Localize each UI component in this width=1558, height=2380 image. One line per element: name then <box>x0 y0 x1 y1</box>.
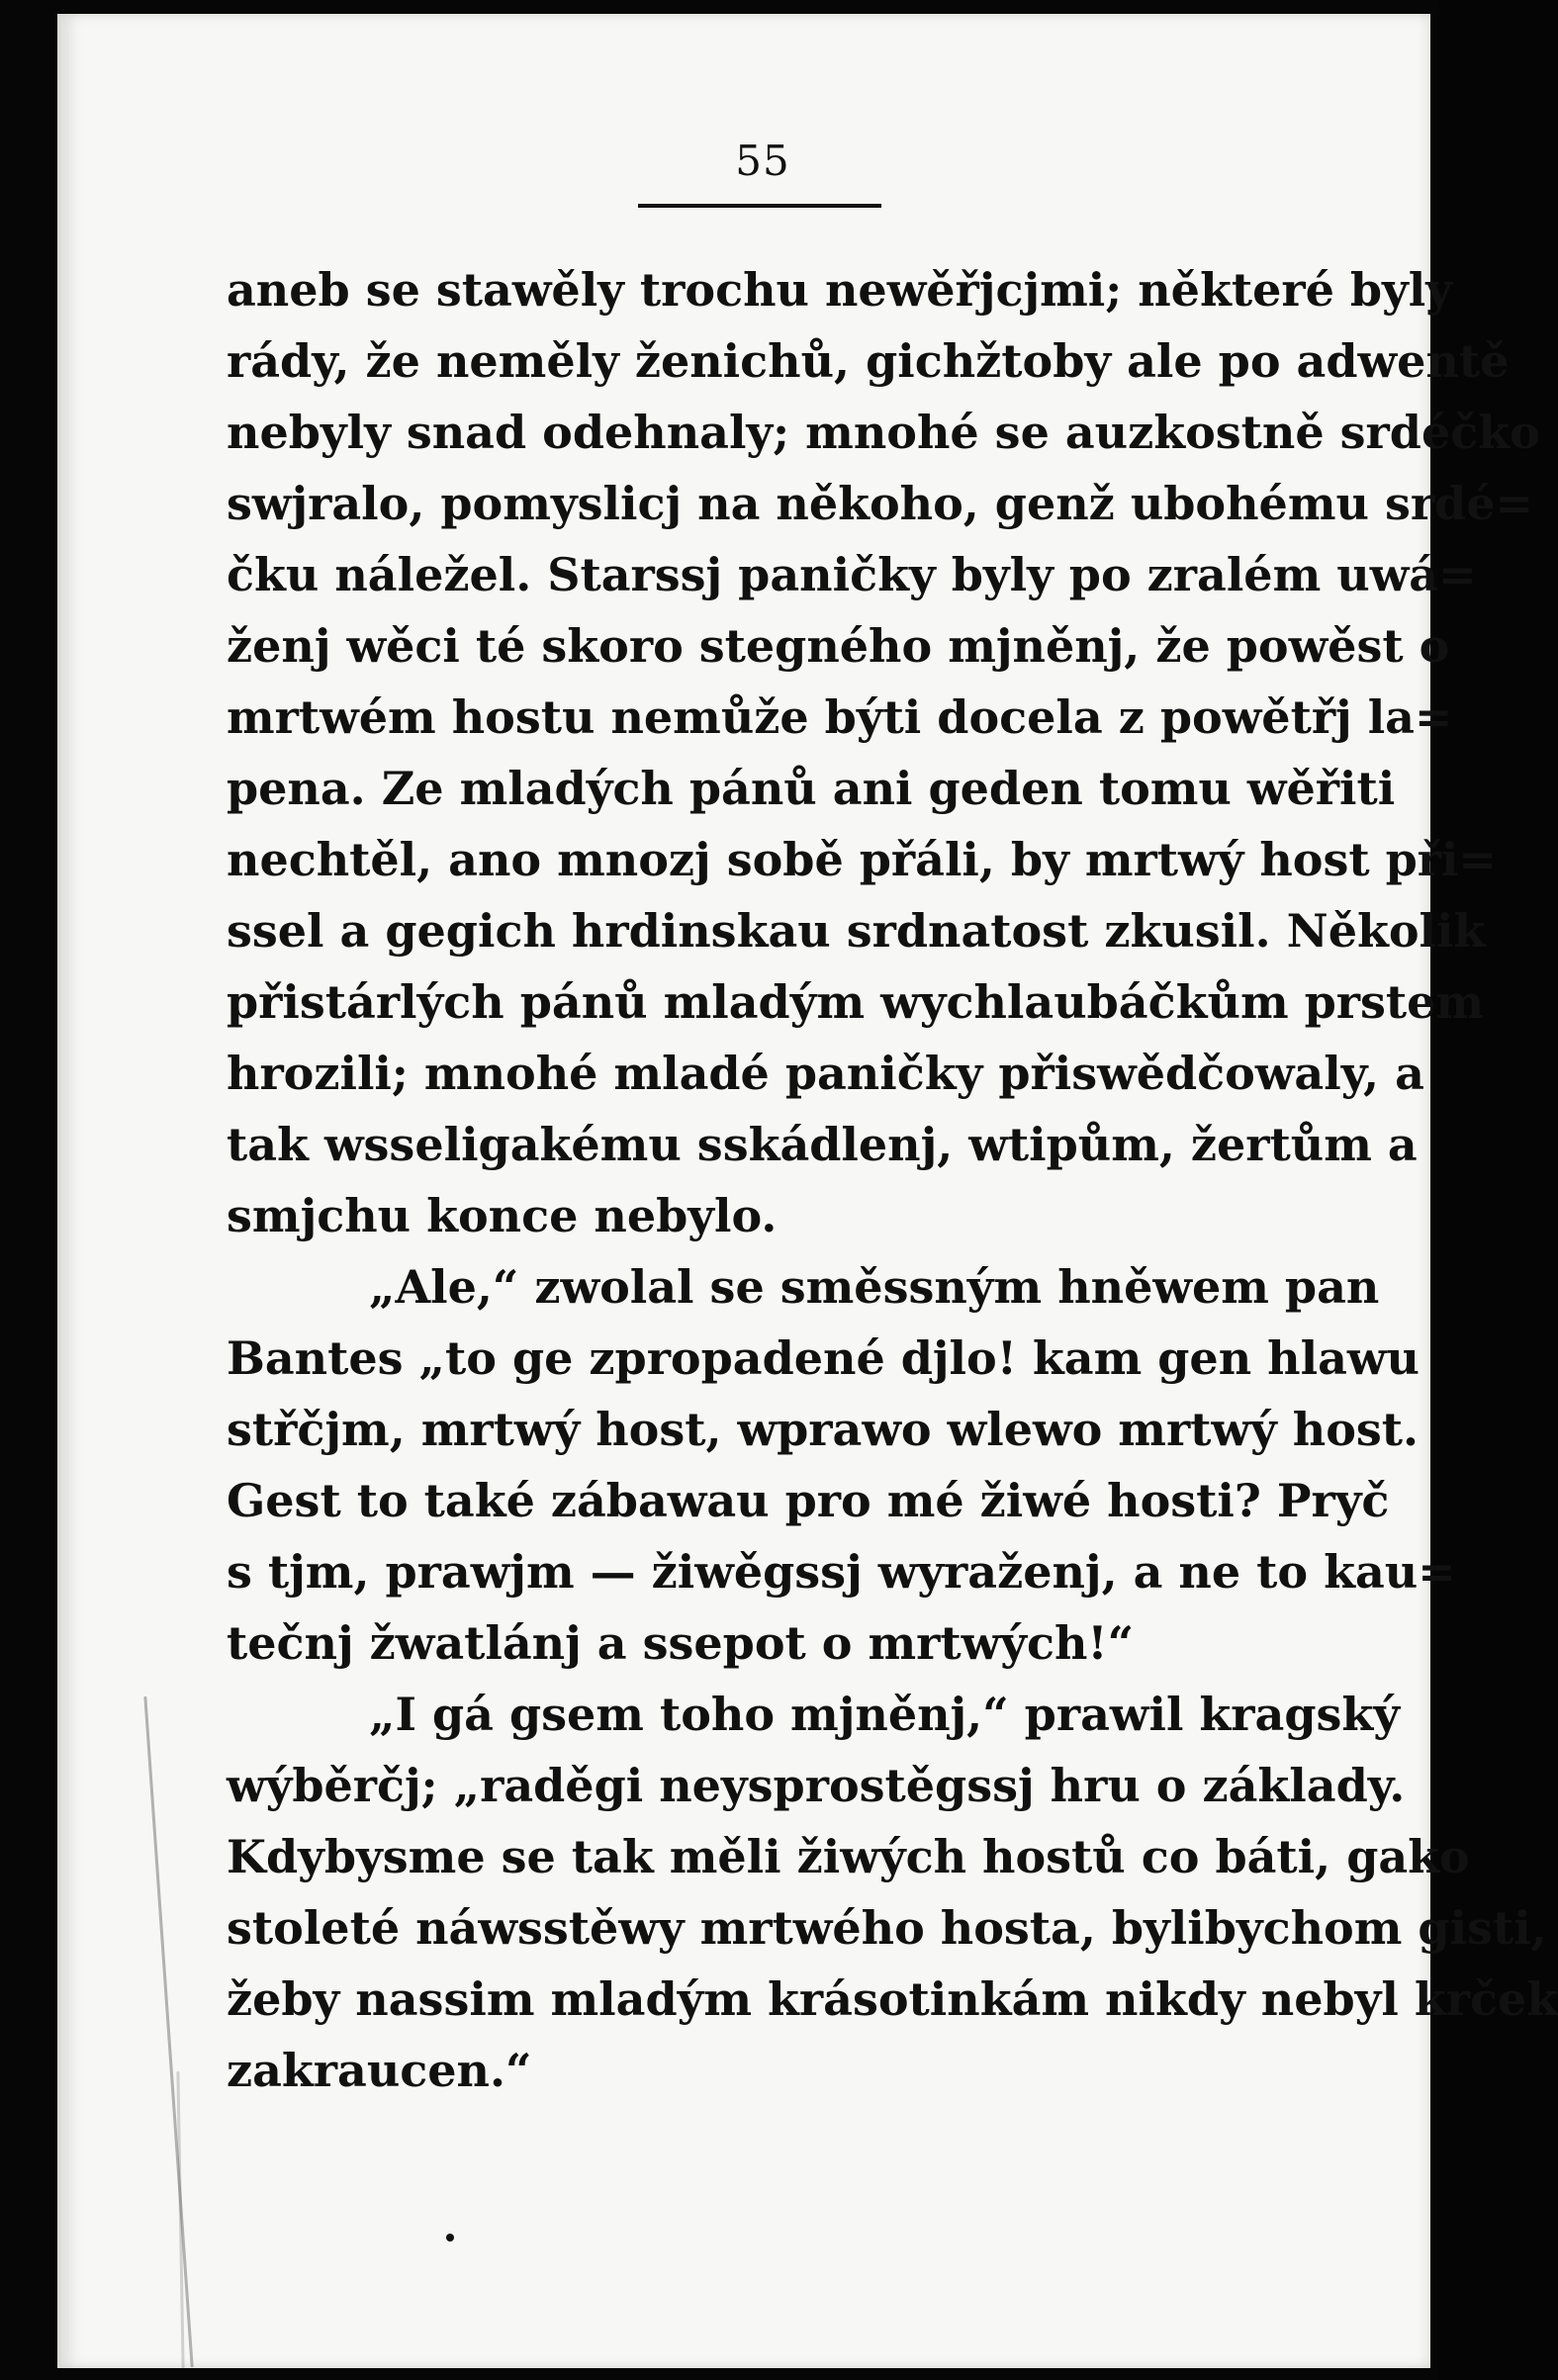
text-line-22: wýběrčj; „raděgi neysprostěgssj hru o základy. <box>227 1759 1406 1812</box>
text-line-25: žeby nassim mladým krásotinkám nikdy nebyl krček <box>227 1972 1558 2026</box>
book-page <box>57 14 1558 2368</box>
scan-scratch <box>176 2071 184 2368</box>
text-line-13: tak wsseligakému sskádlenj, wtipům, žertům a <box>227 1118 1418 1171</box>
text-line-15: „Ale,“ zwolal se směssným hněwem pan <box>369 1260 1380 1314</box>
text-line-7: mrtwém hostu nemůže býti docela z powětřj la= <box>227 690 1453 744</box>
text-line-2: rády, že neměly ženichů, gichžtoby ale po adwentě <box>227 334 1510 388</box>
page-number: 55 <box>735 137 790 185</box>
text-line-6: ženj wěci té skoro stegného mjněnj, že powěst o <box>227 619 1450 673</box>
text-line-21: „I gá gsem toho mjněnj,“ prawil kragský <box>369 1688 1401 1741</box>
text-line-20: tečnj žwatlánj a ssepot o mrtwých!“ <box>227 1616 1135 1670</box>
text-line-24: stoleté náwsstěwy mrtwého hosta, bylibychom gisti, <box>227 1901 1547 1955</box>
ink-speck <box>446 2234 454 2242</box>
text-line-19: s tjm, prawjm — žiwěgssj wyraženj, a ne to kau= <box>227 1545 1456 1599</box>
text-line-18: Gest to také zábawau pro mé žiwé hosti? Pryč <box>227 1474 1390 1527</box>
text-line-14: smjchu konce nebylo. <box>227 1189 778 1242</box>
text-line-11: přistárlých pánů mladým wychlaubáčkům prstem <box>227 975 1485 1029</box>
text-line-8: pena. Ze mladých pánů ani geden tomu wěřiti <box>227 762 1396 815</box>
text-line-26: zakraucen.“ <box>227 2044 532 2097</box>
text-line-4: swjralo, pomyslicj na někoho, genž ubohému srdé= <box>227 477 1534 530</box>
text-line-5: čku náležel. Starssj paničky byly po zralém uwá= <box>227 548 1477 601</box>
text-line-9: nechtěl, ano mnozj sobě přáli, by mrtwý host při= <box>227 833 1498 886</box>
text-line-17: střčjm, mrtwý host, wprawo wlewo mrtwý host. <box>227 1403 1420 1456</box>
text-line-16: Bantes „to ge zpropadené djlo! kam gen hlawu <box>227 1331 1420 1385</box>
text-line-3: nebyly snad odehnaly; mnohé se auzkostně srdéčko <box>227 406 1540 459</box>
scan-scratch <box>143 1696 193 2368</box>
header-rule <box>638 204 881 208</box>
text-line-1: aneb se stawěly trochu newěřjcjmi; některé byly <box>227 263 1452 317</box>
text-line-10: ssel a gegich hrdinskau srdnatost zkusil. Několik <box>227 904 1486 958</box>
text-line-12: hrozili; mnohé mladé paničky přiswědčowaly, a <box>227 1047 1424 1100</box>
text-line-23: Kdybysme se tak měli žiwých hostů co báti, gako <box>227 1830 1470 1883</box>
